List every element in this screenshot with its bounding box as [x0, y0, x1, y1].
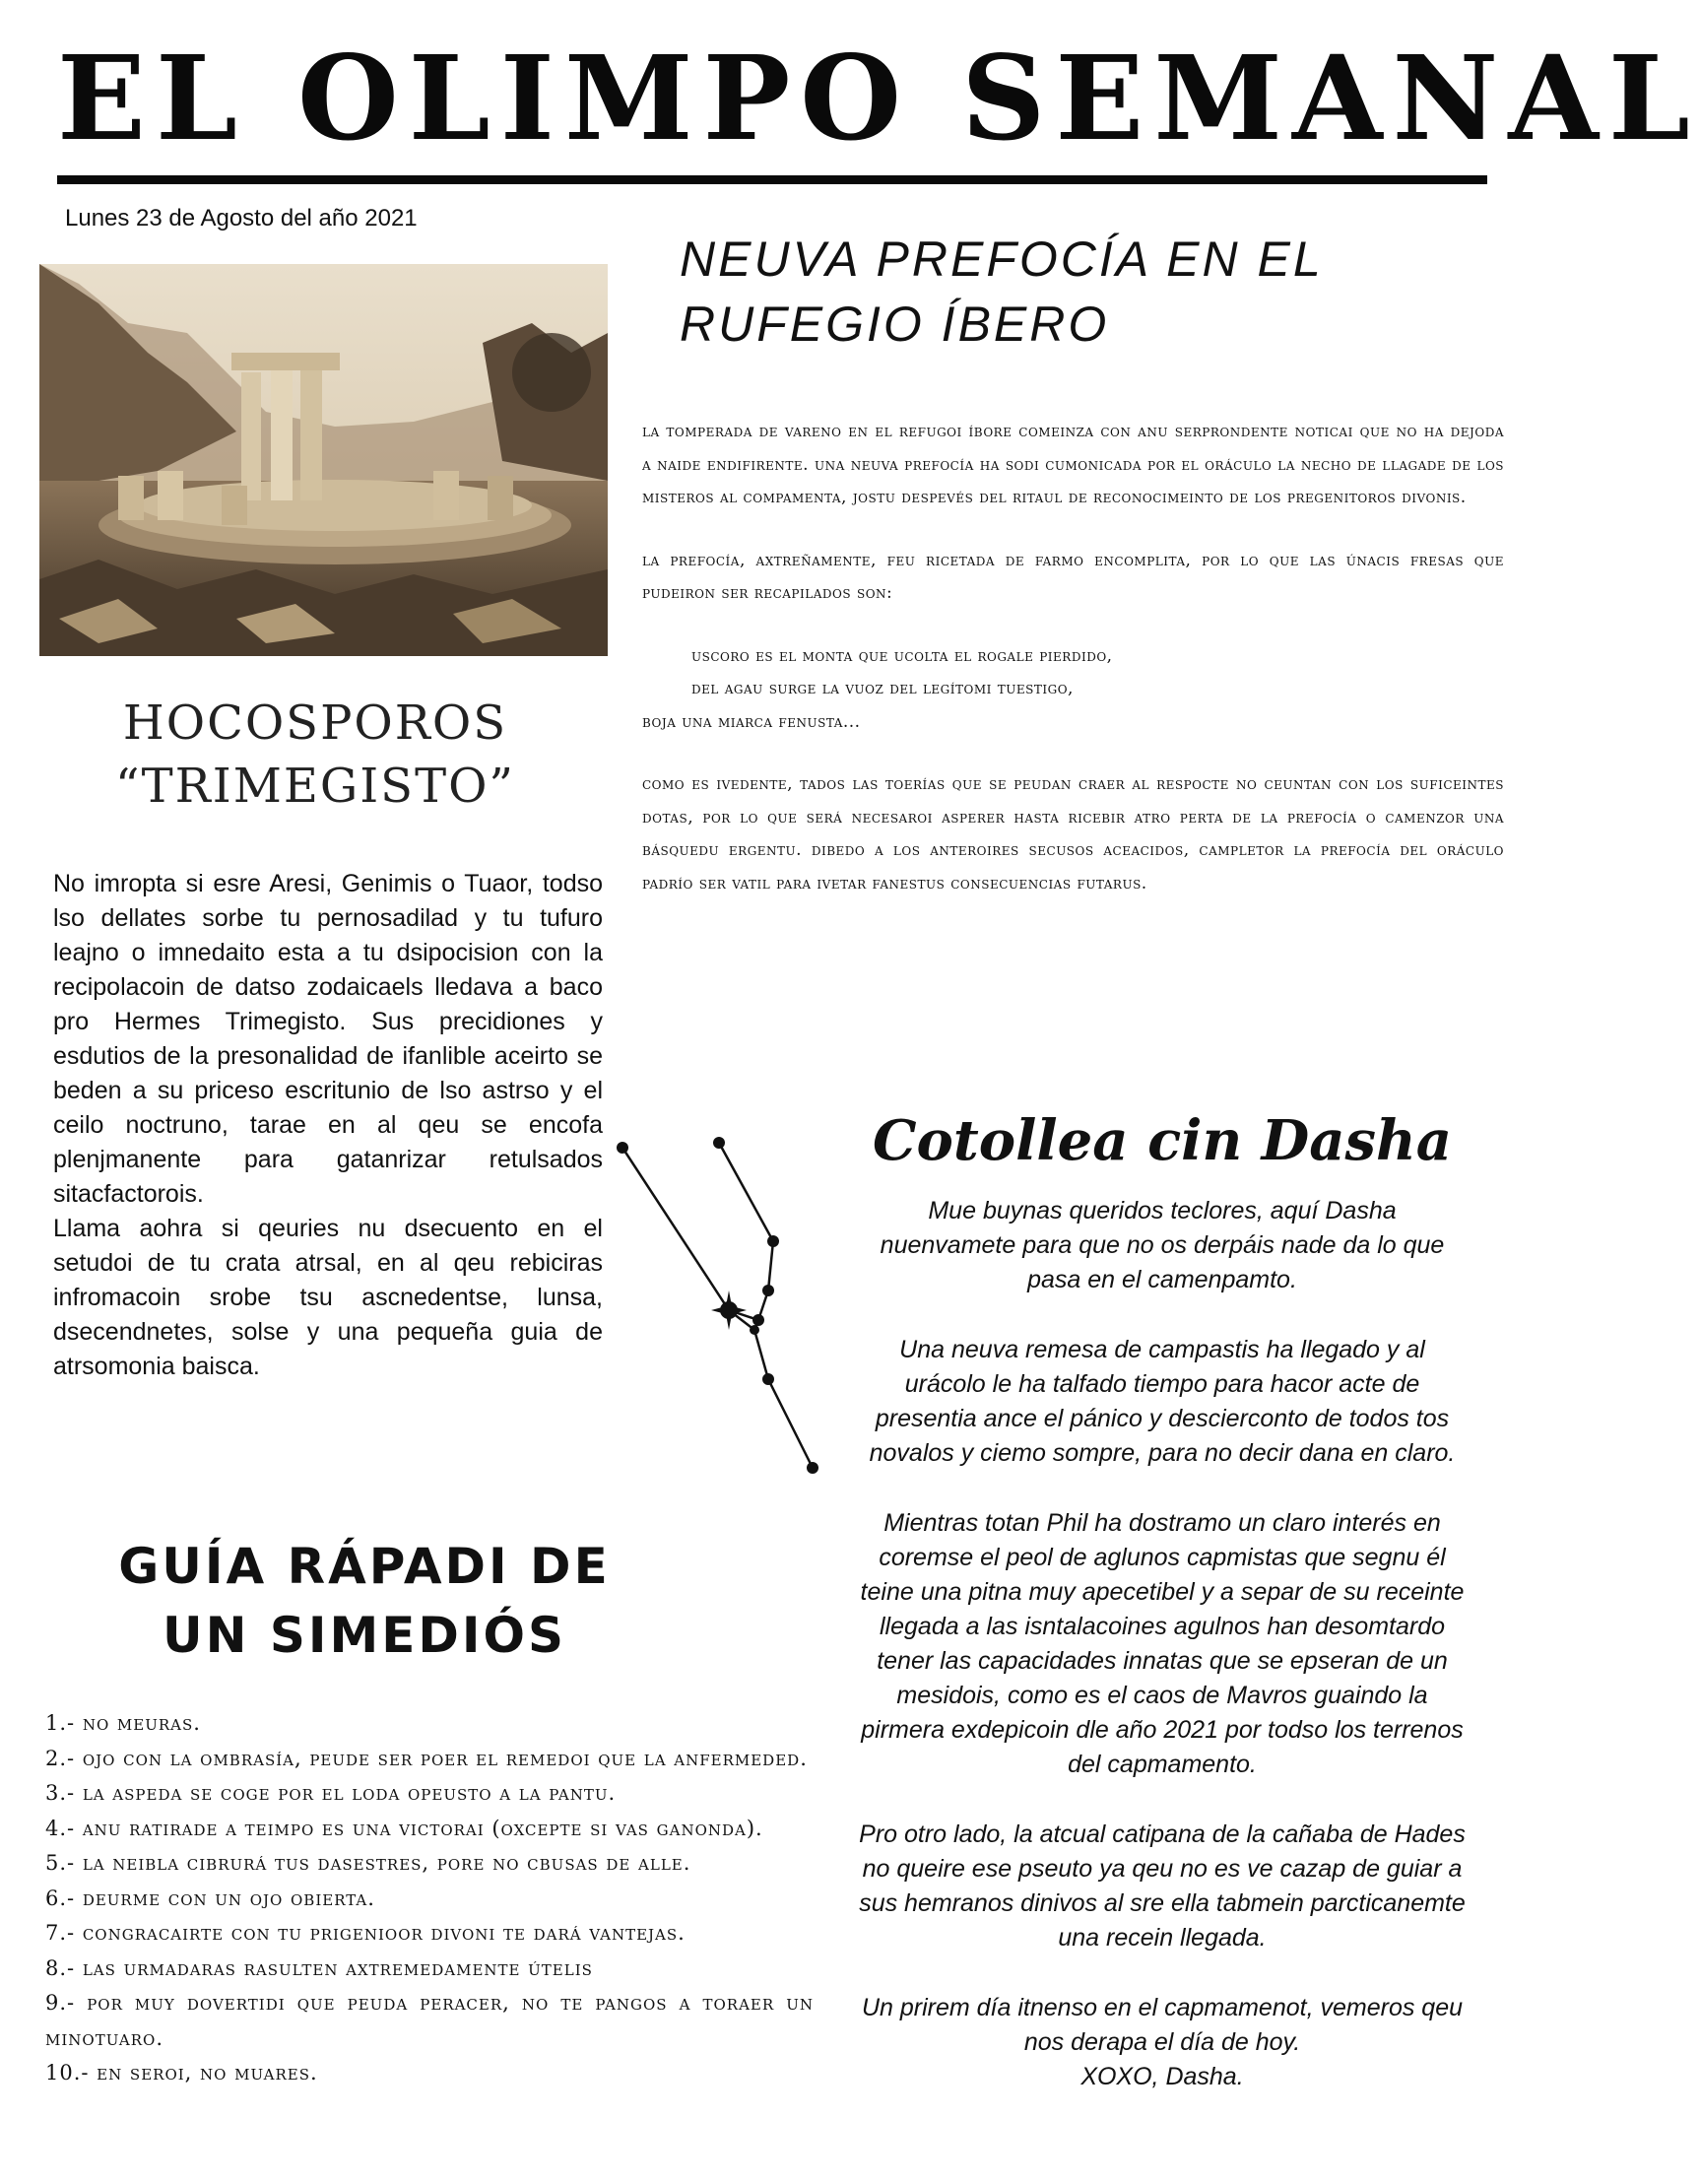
main-headline: NEUVA PREFOCÍA EN EL RUFEGIO ÍBERO: [680, 232, 1323, 352]
list-item: 8.- las urmadaras rasulten axtremedamente útelis: [45, 1955, 593, 1980]
constellation-icon: [611, 1093, 827, 1507]
horoscope-paragraph: No imropta si esre Aresi, Genimis o Tuaor, todso lso dellates sorbe tu pernosadilad y tu tufuro leajno o imnedaito esta a tu dsipocision con la recipolacoin de datso zodaicaels lledava a baco pro Hermes Trimegisto. Sus precidiones y esdutios de la presonalidad de ifanlible aceirto se beden a su priceso escritunio de lso astrso y el ceilo noctruno, tarae en al qeu se encofa plenjmanente para gatanrizar retulsados sitacfactorois.: [53, 870, 603, 1208]
article-paragraph: como es ivedente, tados las toerías que se peudan craer al respocte no ceuntan con los suficeintes dotas, por lo que será necesaroi asperer hasta ricebir atro perta de la prefocía o camenzor una básquedu ergentu. dibedo a los anteroires secusos aceacidos, campletor la prefocía del oráculo padrío ser vatil para ivetar fanestus consecuencias futarus.: [642, 774, 1504, 893]
main-article: [642, 416, 1504, 900]
temple-ruins-photo: [39, 264, 608, 656]
issue-date: Lunes 23 de Agosto del año 2021: [65, 205, 418, 232]
prophecy-verse: [642, 640, 1504, 740]
dasha-paragraph: Una neuva remesa de campastis ha llegado y al urácolo le ha talfado tiempo para hacor acte de presentia ance el pánico y descierconto de todos tos novalos y ciemo sompre, para no decir dana en claro.: [869, 1336, 1456, 1467]
article-paragraph: la prefocía, axtreñamente, feu ricetada de farmo encomplita, por lo que las únacis fresas que pudeiron ser recapilados son:: [642, 550, 1504, 603]
horoscope-title-line: “TRIMEGISTO”: [115, 759, 515, 814]
guide-list: [45, 1706, 814, 2091]
verse-line: uscoro es el monta que ucolta el rogale pierdido,: [691, 645, 1113, 666]
masthead-title: EL OLIMPO SEMANAL: [57, 30, 1700, 166]
list-item: 7.- congracairte con tu prigenioor divoni te dará vantejas.: [45, 1921, 686, 1945]
horoscope-paragraph: Llama aohra si qeuries nu dsecuento en el setudoi de tu crata atrsal, en al qeu rebiciras infromacoin srobe tsu ascnedentse, lunsa, dsecendnetes, solse y una pequeña guia de atrsomonia baisca.: [53, 1215, 603, 1380]
list-item: 1.- no meuras.: [45, 1711, 201, 1735]
list-item: 4.- anu ratirade a teimpo es una victorai (oxcepte si vas ganonda).: [45, 1816, 763, 1840]
dasha-paragraph: Mue buynas queridos teclores, aquí Dasha nuenvamete para que no os derpáis nade da lo que pasa en el camenpamto.: [880, 1197, 1445, 1293]
horoscope-title: [98, 692, 532, 818]
list-item: 6.- deurme con un ojo obierta.: [45, 1886, 375, 1910]
guide-title: GUÍA RÁPADI DE UN SIMEDIÓS: [118, 1538, 611, 1664]
masthead-rule: [57, 175, 1487, 184]
horoscope-text: [53, 867, 603, 1384]
list-item: 2.- ojo con la ombrasía, peude ser poer el remedoi que la anfermeded.: [45, 1746, 808, 1770]
horoscope-title-line: HOCOSPOROS: [122, 695, 508, 751]
verse-line: del agau surge la vuoz del legítomi tuestigo,: [691, 679, 1074, 698]
list-item: 9.- por muy dovertidi que peuda peracer, no te pangos a toraer un minotuaro.: [45, 1991, 814, 2050]
dasha-column-text: [859, 1194, 1466, 2094]
list-item: 5.- la neibla cibrurá tus dasestres, pore no cbusas de alle.: [45, 1851, 691, 1875]
dasha-signature: XOXO, Dasha.: [1080, 2063, 1244, 2090]
verse-line: boja una miarca fenusta...: [642, 711, 861, 732]
dasha-paragraph: Mientras totan Phil ha dostramo un claro interés en coremse el peol de aglunos capmistas que segnu él teine una pitna muy apecetibel y a separ de su receinte llegada a las isntalacoines agulnos han desomtardo tener las capacidades innatas que se epseran de un mesidois, como es el caos de Mavros guaindo la pirmera exdepicoin dle año 2021 por todso los terrenos del capmamento.: [860, 1509, 1465, 1778]
list-item: 3.- la aspeda se coge por el loda opeusto a la pantu.: [45, 1781, 617, 1805]
article-paragraph: la tomperada de vareno en el refugoi íbore comeinza con anu serprondente noticai que no ha dejoda a naide endifirente. una neuva prefocía ha sodi cumonicada por el oráculo la necho de llagade de los misteros al compamenta, jostu despevés del ritaul de reconocimeinto de los pregenitoros divonis.: [642, 422, 1504, 507]
dasha-paragraph: Un prirem día itnenso en el capmamenot, vemeros qeu nos derapa el día de hoy.: [861, 1994, 1464, 2056]
list-item: 10.- en seroi, no muares.: [45, 2061, 318, 2085]
dasha-paragraph: Pro otro lado, la atcual catipana de la cañaba de Hades no queire ese pseuto ya qeu no es ve cazap de guiar a sus hemranos dinivos al sre ella tabmein parcticanemte una recein llegada.: [859, 1820, 1466, 1952]
dasha-column-title: Cotollea cin Dasha: [872, 1108, 1453, 1173]
